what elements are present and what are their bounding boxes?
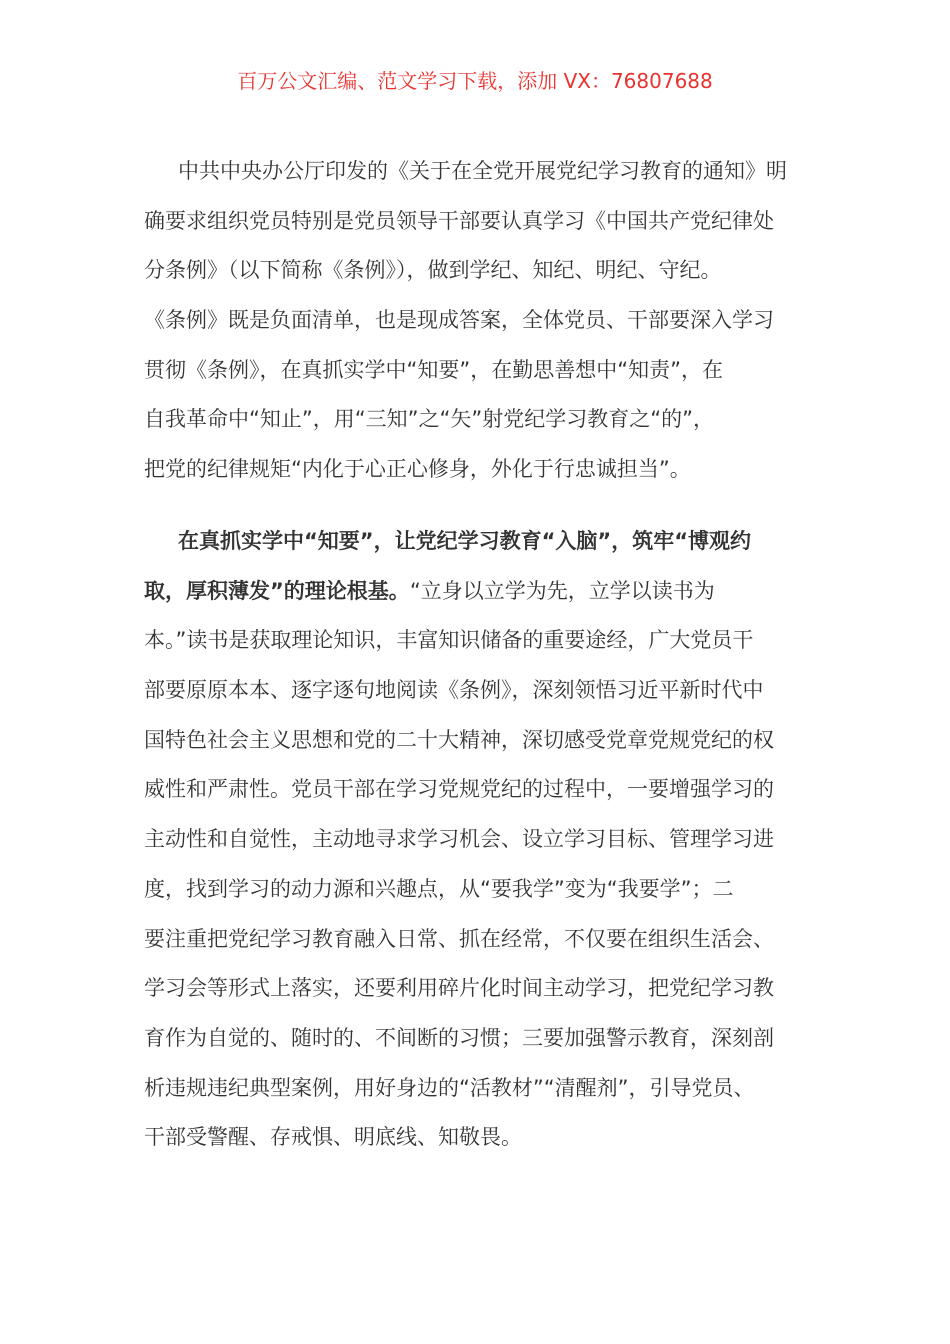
text-line [144, 517, 814, 567]
bold-heading-text: 在真抓实学中“知要”，让党纪学习教育“入脑”，筑牢“博观约 [178, 529, 752, 553]
text-line [144, 567, 814, 617]
text-line: 中共中央办公厅印发的《关于在全党开展党纪学习教育的通知》明 [178, 159, 787, 183]
text-line: 主动性和自觉性，主动地寻求学习机会、设立学习目标、管理学习进 [144, 827, 774, 852]
text-line: 分条例》（以下简称《条例》），做到学纪、知纪、明纪、守纪。 [144, 258, 722, 283]
text-line: 自我革命中“知止”，用“三知”之“矢”射党纪学习教育之“的”， [144, 407, 715, 432]
text-line: 育作为自觉的、随时的、不间断的习惯；三要加强警示教育，深刻剖 [144, 1025, 774, 1050]
text-line: 把党的纪律规矩“内化于心正心修身，外化于行忠诚担当”。 [144, 457, 691, 482]
text-line: 学习会等形式上落实，还要利用碎片化时间主动学习，把党纪学习教 [144, 976, 774, 1001]
text-line: 本。”读书是获取理论知识，丰富知识储备的重要途经，广大党员干 [144, 628, 754, 653]
text-line: 干部受警醒、存戒惧、明底线、知敬畏。 [144, 1125, 522, 1150]
text-line: 要注重把党纪学习教育融入日常、抓在经常，不仅要在组织生活会、 [144, 926, 774, 951]
text-line: 贯彻《条例》，在真抓实学中“知要”，在勤思善想中“知责”，在 [144, 357, 724, 382]
text-line: 确要求组织党员特别是党员领导干部要认真学习《中国共产党纪律处 [144, 208, 774, 233]
text-line: 《条例》既是负面清单，也是现成答案，全体党员、干部要深入学习 [144, 308, 774, 333]
header-watermark-text: 百万公文汇编、范文学习下载，添加 VX：76807688 [237, 69, 713, 93]
text-line: 部要原原本本、逐字逐句地阅读《条例》，深刻领悟习近平新时代中 [144, 678, 764, 703]
text-line: 威性和严肃性。党员干部在学习党规党纪的过程中，一要增强学习的 [144, 777, 774, 802]
body-text: “立身以立学为先，立学以读书为 [409, 578, 715, 603]
text-line: 国特色社会主义思想和党的二十大精神，深切感受党章党规党纪的权 [144, 727, 774, 752]
text-line: 度，找到学习的动力源和兴趣点，从“要我学”变为“我要学”；二 [144, 876, 734, 901]
paragraph-1 [144, 147, 814, 495]
bold-heading-text: 取，厚积薄发”的理论根基。 [144, 578, 410, 603]
paragraph-2 [144, 517, 814, 1163]
text-line: 析违规违纪典型案例，用好身边的“活教材”“清醒剂”，引导党员、 [144, 1075, 755, 1100]
